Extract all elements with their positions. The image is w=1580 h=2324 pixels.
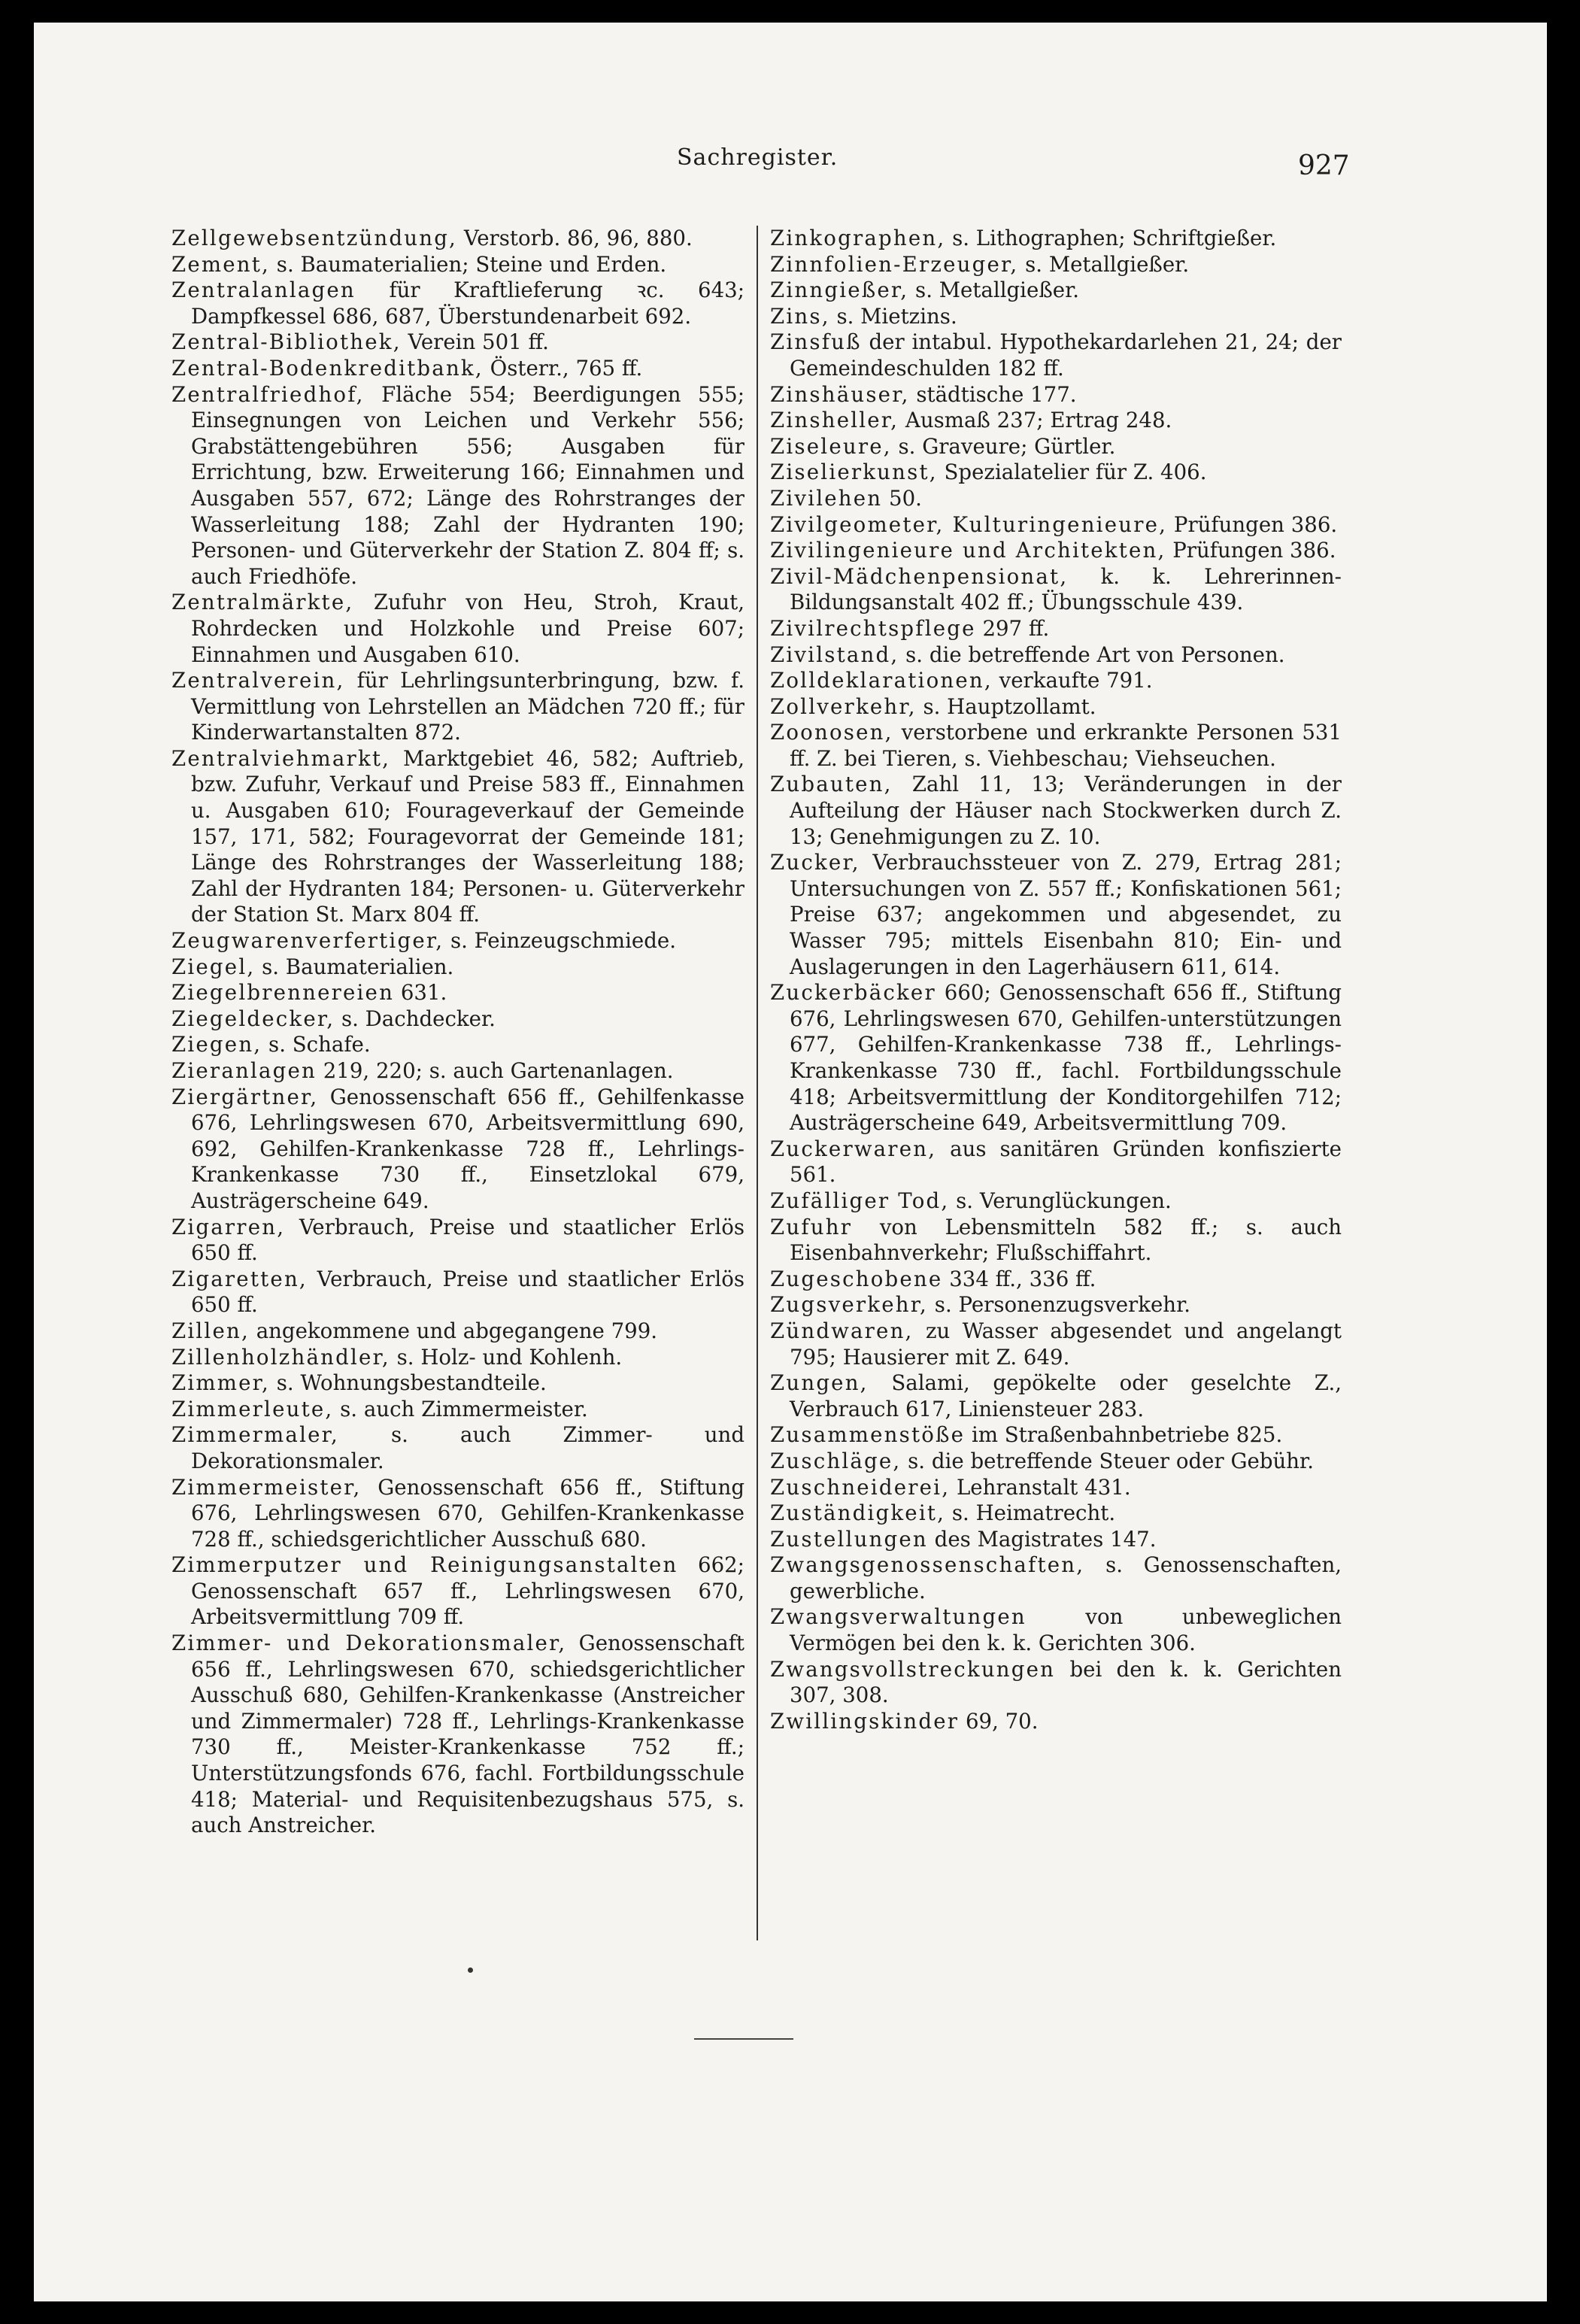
index-references: Verbrauch, Preise und staatlicher Erlös 650 ff.	[191, 1214, 745, 1266]
index-references: Genossenschaft 656 ff., Stiftung 676, Lehrlingswesen 670, Gehilfen-Krankenkasse 728 ff., schiedsgerichtlicher Ausschuß 680.	[191, 1474, 745, 1552]
index-references: 297 ff.	[975, 615, 1050, 641]
index-keyword: Zentralanlagen	[171, 278, 356, 303]
index-entry	[171, 1422, 745, 1474]
index-entry	[770, 1422, 1342, 1449]
index-entry	[770, 1370, 1342, 1422]
index-entry	[770, 1500, 1342, 1527]
index-keyword: Zustellungen	[770, 1526, 928, 1552]
index-entry	[171, 329, 745, 356]
index-keyword: Zimmermaler,	[171, 1422, 339, 1448]
index-references: s. auch Zimmer- und Dekorationsmaler.	[191, 1422, 745, 1473]
index-references: Österr., 765 ff.	[483, 355, 643, 381]
index-entry	[171, 1085, 745, 1215]
index-entry	[171, 356, 745, 382]
index-keyword: Zentral-Bibliothek,	[171, 329, 402, 355]
index-references: Spezialatelier für Z. 406.	[937, 460, 1207, 485]
index-references: s. Verunglückungen.	[949, 1188, 1172, 1213]
index-keyword: Ziegel,	[171, 954, 256, 979]
index-references: s. auch Zimmermeister.	[333, 1396, 588, 1421]
index-references: Verstorb. 86, 96, 880.	[457, 226, 693, 250]
index-entry	[171, 1215, 745, 1267]
index-entry	[770, 1709, 1342, 1735]
index-keyword: Zeugwarenverfertiger,	[171, 928, 444, 954]
index-references: s. Metallgießer.	[1018, 251, 1190, 277]
index-references: Verbrauch, Preise und staatlicher Erlös 650 ff.	[191, 1266, 745, 1318]
index-references: s. Hauptzollamt.	[916, 693, 1096, 719]
index-keyword: Ziseleure,	[770, 433, 892, 459]
index-keyword: Zuschläge,	[770, 1448, 902, 1473]
index-keyword: Zwillingskinder	[770, 1708, 960, 1734]
index-references: Zahl 11, 13; Veränderungen in der Aufteilung der Häuser nach Stockwerken durch Z. 13; Genehmigungen zu Z. 10.	[790, 772, 1342, 849]
index-entry	[770, 1449, 1342, 1475]
index-references: des Magistrates 147.	[927, 1526, 1157, 1552]
index-keyword: Zuschneiderei,	[770, 1474, 951, 1500]
index-entry	[770, 304, 1342, 330]
index-keyword: Zufälliger Tod,	[770, 1188, 950, 1213]
index-entry	[770, 278, 1342, 304]
index-entry	[770, 772, 1342, 850]
index-entry	[171, 1345, 745, 1371]
index-references: verstorbene und erkrankte Personen 531 ff. Z. bei Tieren, s. Viehbeschau; Viehseuchen.	[790, 720, 1342, 771]
index-keyword: Zigarren,	[171, 1214, 286, 1239]
index-references: s. Wohnungsbestandteile.	[270, 1370, 547, 1396]
index-keyword: Zufuhr	[770, 1214, 853, 1239]
index-keyword: Zivil-Mädchenpensionat,	[770, 563, 1069, 589]
index-entry	[770, 564, 1342, 616]
index-entry	[770, 1215, 1342, 1267]
index-entry	[770, 1552, 1342, 1604]
ink-dot	[468, 1968, 473, 1973]
index-keyword: Zolldeklarationen,	[770, 668, 993, 693]
index-references: bei den k. k. Gerichten 307, 308.	[790, 1656, 1342, 1708]
index-keyword: Zimmerleute,	[171, 1396, 334, 1421]
index-keyword: Zivilehen	[770, 485, 883, 511]
index-entry	[770, 1604, 1342, 1656]
index-references: Lehranstalt 431.	[950, 1474, 1131, 1500]
index-keyword: Zins,	[770, 303, 830, 329]
index-entry	[770, 460, 1342, 486]
index-keyword: Zivilgeometer, Kulturingenieure,	[770, 511, 1168, 537]
index-references: Genossenschaft 656 ff., Lehrlingswesen 670, schiedsgerichtlicher Ausschuß 680, Gehilfen-Krankenkasse (Anstreicher und Zimmermaler) 728 ff., Lehrlings-Krankenkasse 730 ff., Meister-Krankenkasse 752 ff.; Unterstützungsfonds 676, fachl. Fortbildungsschule 418; Material- und Requisitenbezugshaus 575, s. auch Anstreicher.	[191, 1631, 745, 1838]
index-entry	[770, 668, 1342, 694]
index-keyword: Zündwaren,	[770, 1318, 914, 1343]
index-entry	[171, 980, 745, 1006]
index-references: Verein 501 ff.	[401, 329, 549, 355]
index-keyword: Zubauten,	[770, 772, 893, 797]
index-entry	[770, 720, 1342, 772]
index-references: s. Feinzeugschmiede.	[444, 928, 677, 954]
index-keyword: Zimmer- und Dekorationsmaler,	[171, 1631, 567, 1656]
index-entry	[770, 694, 1342, 721]
index-keyword: Zuckerbäcker	[770, 980, 936, 1006]
index-entry	[171, 226, 745, 252]
index-keyword: Zivilingenieure und Architekten,	[770, 538, 1166, 563]
index-references: verkaufte 791.	[992, 668, 1153, 693]
index-references: s. Genossenschaften, gewerbliche.	[790, 1552, 1342, 1603]
column-divider	[757, 226, 758, 1940]
index-references: s. Baumaterialien.	[255, 954, 454, 979]
index-entry	[770, 1292, 1342, 1318]
index-references: Prüfungen 386.	[1166, 538, 1336, 563]
page-number: 927	[1298, 150, 1350, 181]
index-references: aus sanitären Gründen konfiszierte 561.	[790, 1136, 1342, 1188]
index-references: für Kraftlieferung ꝛc. 643; Dampfkessel 686, 687, Überstundenarbeit 692.	[191, 278, 745, 329]
index-references: Prüfungen 386.	[1167, 511, 1338, 537]
index-references: k. k. Lehrerinnen-Bildungsanstalt 402 ff.; Übungsschule 439.	[790, 563, 1342, 615]
index-keyword: Zinnfolien-Erzeuger,	[770, 251, 1019, 277]
index-references: Fläche 554; Beerdigungen 555; Einsegnungen von Leichen und Verkehr 556; Grabstättengebühren 556; Ausgaben für Errichtung, bzw. Erweiterung 166; Einnahmen und Ausgaben 557, 672; Länge des Rohrstranges der Wasserleitung 188; Zahl der Hydranten 190; Personen- und Güterverkehr der Station Z. 804 ff; s. auch Friedhöfe.	[191, 381, 745, 589]
index-references: s. Mietzins.	[829, 303, 957, 329]
index-references: 69, 70.	[959, 1708, 1039, 1734]
index-entry	[770, 1527, 1342, 1553]
index-keyword: Zivilrechtspflege	[770, 615, 976, 641]
index-entry	[770, 512, 1342, 539]
index-references: Zufuhr von Heu, Stroh, Kraut, Rohrdecken und Holzkohle und Preise 607; Einnahmen und Ausgaben 610.	[191, 590, 745, 667]
index-keyword: Zinshäuser,	[770, 381, 910, 407]
index-keyword: Zusammenstöße	[770, 1422, 966, 1448]
index-column-left	[171, 226, 745, 1839]
index-keyword: Zigaretten,	[171, 1266, 308, 1291]
index-keyword: Zoonosen,	[770, 720, 893, 745]
index-references: s. Personenzugsverkehr.	[928, 1292, 1190, 1318]
index-keyword: Zwangsgenossenschaften,	[770, 1552, 1085, 1578]
index-keyword: Zinsfuß	[770, 329, 862, 355]
index-keyword: Ziegelbrennereien	[171, 980, 395, 1006]
index-entry	[770, 1475, 1342, 1501]
index-keyword: Zugeschobene	[770, 1266, 943, 1291]
index-keyword: Zentralverein,	[171, 668, 345, 693]
index-references: s. die betreffende Steuer oder Gebühr.	[901, 1448, 1314, 1473]
index-keyword: Zimmerputzer und Reinigungsanstalten	[171, 1552, 678, 1578]
index-keyword: Zentral-Bodenkreditbank,	[171, 355, 484, 381]
index-references: Verbrauchssteuer von Z. 279, Ertrag 281; Untersuchungen von Z. 557 ff.; Konfiskationen 561; Preise 637; angekommen und abgesendet, zu Wasser 795; mittels Eisenbahn 810; Ein- und Auslagerungen in den Lagerhäusern 611, 614.	[790, 850, 1342, 979]
index-keyword: Zucker,	[770, 850, 860, 875]
index-entry	[770, 1657, 1342, 1709]
index-entry	[171, 278, 745, 329]
index-entry	[770, 226, 1342, 252]
index-entry	[171, 928, 745, 954]
index-keyword: Zentralviehmarkt,	[171, 745, 391, 771]
index-entry	[171, 1032, 745, 1058]
index-references: 334 ff., 336 ff.	[942, 1266, 1096, 1291]
index-references: der intabul. Hypothekardarlehen 21, 24; der Gemeindeschulden 182 ff.	[790, 329, 1342, 381]
index-entry	[171, 668, 745, 746]
index-entry	[770, 1267, 1342, 1293]
index-entry	[171, 1475, 745, 1553]
index-references: 219, 220; s. auch Gartenanlagen.	[316, 1058, 674, 1083]
index-entry	[770, 329, 1342, 381]
index-keyword: Zuständigkeit,	[770, 1500, 946, 1526]
index-keyword: Zillen,	[171, 1318, 250, 1343]
index-keyword: Ziegeldecker,	[171, 1006, 335, 1031]
index-entry	[770, 616, 1342, 642]
index-keyword: Zentralfriedhof,	[171, 381, 365, 407]
index-references: s. Graveure; Gürtler.	[891, 433, 1116, 459]
index-keyword: Zieranlagen	[171, 1058, 317, 1083]
index-references: Salami, gepökelte oder geselchte Z., Verbrauch 617, Liniensteuer 283.	[790, 1370, 1342, 1421]
index-entry	[171, 1267, 745, 1318]
index-entry	[171, 1552, 745, 1631]
index-keyword: Zinngießer,	[770, 278, 909, 303]
index-entry	[770, 1318, 1342, 1370]
index-keyword: Zwangsverwaltungen	[770, 1604, 1027, 1630]
index-entry	[770, 850, 1342, 980]
index-references: städtische 177.	[909, 381, 1077, 407]
index-keyword: Zement,	[171, 251, 271, 277]
index-keyword: Zugsverkehr,	[770, 1292, 929, 1318]
index-keyword: Zillenholzhändler,	[171, 1344, 390, 1370]
index-references: s. Metallgießer.	[908, 278, 1080, 303]
index-keyword: Zentralmärkte,	[171, 590, 354, 615]
index-references: von Lebensmitteln 582 ff.; s. auch Eisenbahnverkehr; Flußschiffahrt.	[790, 1214, 1342, 1266]
index-references: von unbeweglichen Vermögen bei den k. k. Gerichten 306.	[790, 1604, 1342, 1656]
index-references: Ausmaß 237; Ertrag 248.	[899, 408, 1172, 433]
index-entry	[171, 1318, 745, 1345]
index-references: s. Schafe.	[262, 1032, 371, 1057]
index-entry	[770, 642, 1342, 669]
index-entry	[171, 746, 745, 928]
index-entry	[770, 252, 1342, 278]
index-references: 631.	[394, 980, 447, 1006]
index-references: s. Dachdecker.	[335, 1006, 496, 1031]
index-entry	[171, 1006, 745, 1033]
running-title: Sachregister.	[677, 144, 839, 171]
index-entry	[171, 1370, 745, 1397]
index-keyword: Ziergärtner,	[171, 1084, 319, 1109]
index-entry	[171, 954, 745, 981]
index-references: s. Baumaterialien; Steine und Erden.	[270, 251, 667, 277]
index-keyword: Zinsheller,	[770, 408, 899, 433]
index-references: s. die betreffende Art von Personen.	[899, 642, 1285, 667]
index-references: für Lehrlingsunterbringung, bzw. f. Vermittlung von Lehrstellen an Mädchen 720 ff.; für Kinderwartanstalten 872.	[191, 668, 745, 745]
index-entry	[770, 1188, 1342, 1215]
index-keyword: Zimmermeister,	[171, 1474, 362, 1500]
index-references: 50.	[882, 485, 922, 511]
index-entry	[171, 382, 745, 590]
index-entry	[770, 1136, 1342, 1188]
index-keyword: Zimmer,	[171, 1370, 270, 1396]
bottom-rule	[694, 2038, 793, 2040]
index-entry	[770, 382, 1342, 408]
index-entry	[171, 590, 745, 668]
index-entry	[770, 408, 1342, 434]
index-entry	[770, 486, 1342, 512]
index-references: 662; Genossenschaft 657 ff., Lehrlingswesen 670, Arbeitsvermittlung 709 ff.	[191, 1552, 745, 1630]
index-entry	[171, 252, 745, 278]
index-references: Marktgebiet 46, 582; Auftrieb, bzw. Zufuhr, Verkauf und Preise 583 ff., Einnahmen u. Ausgaben 610; Fourageverkauf der Gemeinde 157, 171, 582; Fouragevorrat der Gemeinde 181; Länge des Rohrstranges der Wasserleitung 188; Zahl der Hydranten 184; Personen- u. Güterverkehr der Station St. Marx 804 ff.	[191, 745, 745, 927]
index-entry	[770, 538, 1342, 564]
index-references: s. Heimatrecht.	[945, 1500, 1116, 1526]
index-references: 660; Genossenschaft 656 ff., Stiftung 676, Lehrlingswesen 670, Gehilfen-unterstützungen 677, Gehilfen-Krankenkasse 738 ff., Lehrlings-Krankenkasse 730 ff., fachl. Fortbildungsschule 418; Arbeitsvermittlung der Konditorgehilfen 712; Austrägerscheine 649, Arbeitsvermittlung 709.	[790, 980, 1342, 1136]
index-column-right	[770, 226, 1342, 1734]
index-keyword: Zivilstand,	[770, 642, 899, 667]
index-entry	[171, 1058, 745, 1085]
index-references: angekommene und abgegangene 799.	[249, 1318, 658, 1343]
index-entry	[770, 980, 1342, 1136]
index-entry	[171, 1397, 745, 1423]
index-references: im Straßenbahnbetriebe 825.	[965, 1422, 1283, 1448]
index-keyword: Zollverkehr,	[770, 693, 917, 719]
index-references: zu Wasser abgesendet und angelangt 795; Hausierer mit Z. 649.	[790, 1318, 1342, 1370]
index-references: s. Holz- und Kohlenh.	[390, 1344, 623, 1370]
index-keyword: Zungen,	[770, 1370, 869, 1396]
index-keyword: Ziselierkunst,	[770, 460, 938, 485]
index-keyword: Zwangsvollstreckungen	[770, 1656, 1056, 1682]
index-keyword: Zellgewebsentzündung,	[171, 226, 458, 250]
index-keyword: Zuckerwaren,	[770, 1136, 937, 1161]
index-keyword: Ziegen,	[171, 1032, 262, 1057]
index-entry	[171, 1631, 745, 1839]
index-keyword: Zinkographen,	[770, 226, 946, 250]
index-entry	[770, 434, 1342, 460]
index-references: Genossenschaft 656 ff., Gehilfenkasse 676, Lehrlingswesen 670, Arbeitsvermittlung 690, 692, Gehilfen-Krankenkasse 728 ff., Lehrlings-Krankenkasse 730 ff., Einsetzlokal 679, Austrägerscheine 649.	[191, 1084, 745, 1213]
index-references: s. Lithographen; Schriftgießer.	[945, 226, 1277, 250]
